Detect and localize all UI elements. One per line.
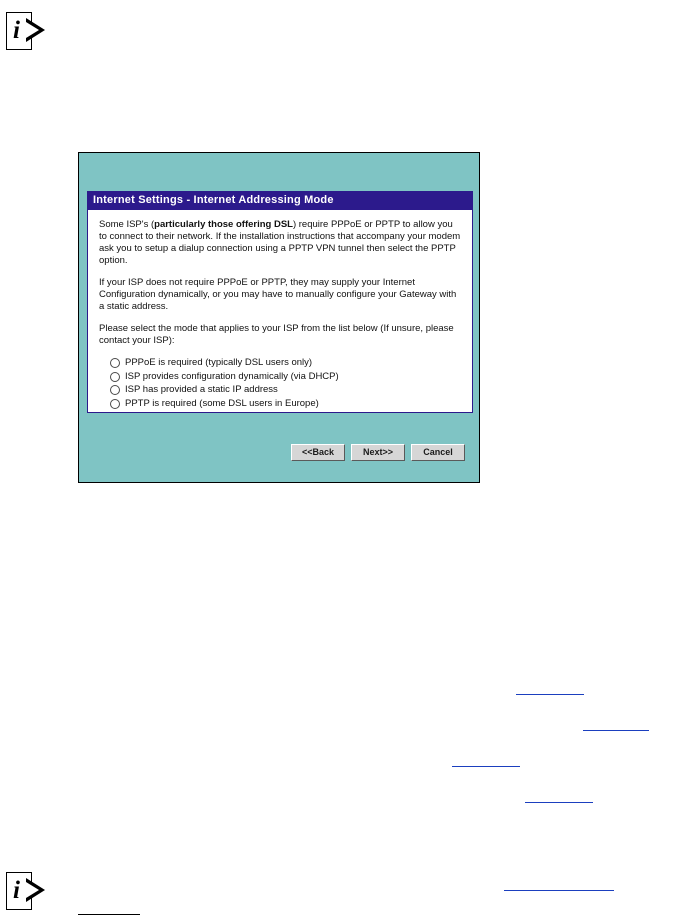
cross-reference-link-4[interactable] xyxy=(525,802,593,803)
paragraph-pppoe-intro xyxy=(99,219,461,267)
paragraph-1-bold: particularly those offering DSL xyxy=(154,219,293,230)
addressing-mode-radio-group[interactable] xyxy=(99,357,461,410)
wizard-title-bar: Internet Settings - Internet Addressing Mode xyxy=(87,191,473,210)
radio-option-pppoe[interactable] xyxy=(110,357,461,370)
wizard-content-panel xyxy=(87,210,473,413)
info-icon-arrow-inner xyxy=(26,882,39,898)
radio-option-label: PPTP is required (some DSL users in Europe) xyxy=(125,397,319,409)
info-icon-letter: i xyxy=(13,877,20,904)
cross-reference-link-2[interactable] xyxy=(583,730,649,731)
paragraph-select-mode: Please select the mode that applies to your ISP from the list below (If unsure, please contact your ISP): xyxy=(99,323,454,346)
information-note-icon xyxy=(6,12,50,52)
paragraph-1-lead: Some ISP's ( xyxy=(99,219,155,230)
radio-button-icon[interactable] xyxy=(110,399,120,409)
cross-reference-link-3[interactable] xyxy=(452,766,520,767)
paragraph-1-rest: ) require PPPoE or PPTP to allow you to connect to their network. If the installation instructions that accompany your modem ask you to setup a dialup connection using a PPTP VPN tunnel then select the PPTP option. xyxy=(99,219,461,266)
information-note-icon xyxy=(6,872,50,912)
info-icon-arrow-inner xyxy=(26,22,39,38)
radio-button-icon[interactable] xyxy=(110,372,120,382)
radio-button-icon[interactable] xyxy=(110,385,120,395)
radio-option-dhcp[interactable] xyxy=(110,371,461,384)
wizard-top-bar xyxy=(79,153,479,191)
cross-reference-link-1[interactable] xyxy=(516,694,584,695)
next-button[interactable]: Next>> xyxy=(351,444,405,461)
radio-option-label: ISP has provided a static IP address xyxy=(125,384,278,396)
cancel-button[interactable]: Cancel xyxy=(411,444,465,461)
radio-option-static-ip[interactable] xyxy=(110,384,461,397)
radio-option-label: ISP provides configuration dynamically (via DHCP) xyxy=(125,370,339,382)
back-button[interactable]: <<Back xyxy=(291,444,345,461)
radio-button-icon[interactable] xyxy=(110,358,120,368)
cross-reference-link-5[interactable] xyxy=(504,890,614,891)
info-icon-letter: i xyxy=(13,17,20,44)
paragraph-no-pppoe: If your ISP does not require PPPoE or PPTP, they may supply your Internet Configuration dynamically, or you may have to manually configure your Gateway with a static address. xyxy=(99,277,457,312)
internet-settings-wizard xyxy=(78,152,480,483)
cross-reference-link-6[interactable] xyxy=(78,914,140,915)
radio-option-label: PPPoE is required (typically DSL users only) xyxy=(125,357,313,369)
wizard-button-bar xyxy=(79,444,481,466)
radio-option-pptp[interactable] xyxy=(110,398,461,411)
